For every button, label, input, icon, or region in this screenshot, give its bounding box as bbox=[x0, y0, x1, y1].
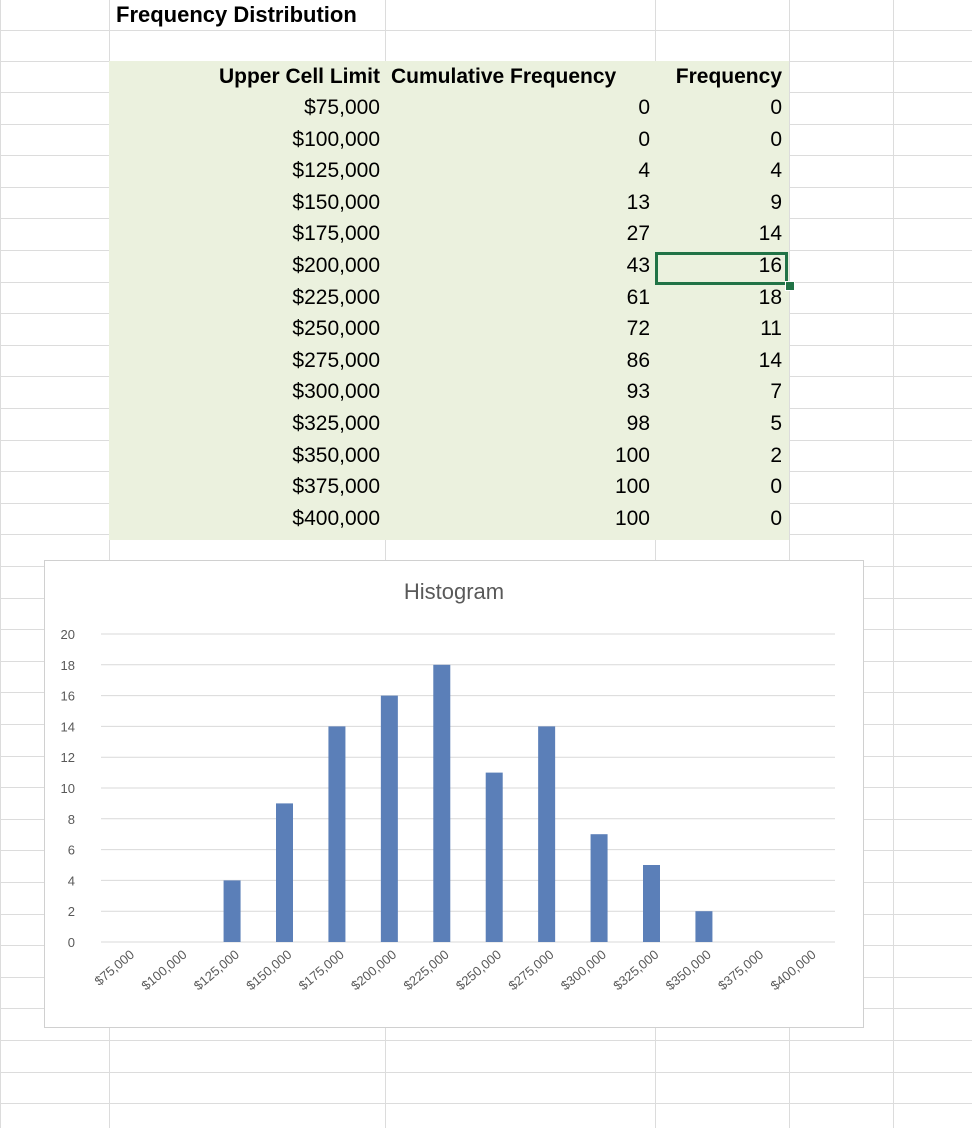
fill-handle[interactable] bbox=[785, 281, 795, 291]
bar[interactable] bbox=[276, 803, 293, 942]
x-tick-label: $400,000 bbox=[767, 946, 819, 994]
cell-cumulative-frequency[interactable]: 93 bbox=[626, 380, 650, 403]
bar[interactable] bbox=[643, 865, 660, 942]
cell-upper-limit[interactable]: $150,000 bbox=[292, 191, 380, 214]
cell-upper-limit[interactable]: $400,000 bbox=[292, 507, 380, 530]
cell-cumulative-frequency[interactable]: 100 bbox=[614, 475, 650, 498]
cell-frequency[interactable]: 14 bbox=[758, 222, 782, 245]
cell-cumulative-frequency[interactable]: 4 bbox=[638, 159, 650, 182]
bar[interactable] bbox=[328, 726, 345, 942]
cell-cumulative-frequency[interactable]: 98 bbox=[626, 412, 650, 435]
cell-cumulative-frequency[interactable]: 86 bbox=[626, 349, 650, 372]
cell-frequency[interactable]: 7 bbox=[770, 380, 782, 403]
x-tick-label: $100,000 bbox=[138, 946, 190, 994]
y-tick-label: 2 bbox=[67, 904, 75, 920]
chart-plot bbox=[45, 561, 865, 1029]
cell-frequency[interactable]: 18 bbox=[758, 286, 782, 309]
cell-frequency[interactable]: 14 bbox=[758, 349, 782, 372]
cell-cumulative-frequency[interactable]: 100 bbox=[614, 444, 650, 467]
x-tick-label: $75,000 bbox=[91, 946, 138, 989]
bar[interactable] bbox=[224, 880, 241, 942]
y-tick-label: 16 bbox=[60, 688, 75, 704]
x-tick-label: $175,000 bbox=[295, 946, 347, 994]
x-tick-label: $200,000 bbox=[348, 946, 400, 994]
cell-frequency[interactable]: 16 bbox=[758, 254, 782, 277]
y-tick-label: 10 bbox=[60, 781, 75, 796]
cell-upper-limit[interactable]: $325,000 bbox=[292, 412, 380, 435]
cell-frequency[interactable]: 5 bbox=[770, 412, 782, 435]
x-tick-label: $150,000 bbox=[243, 946, 295, 994]
cell-upper-limit[interactable]: $250,000 bbox=[292, 317, 380, 340]
x-tick-label: $225,000 bbox=[400, 946, 452, 994]
cell-upper-limit[interactable]: $225,000 bbox=[292, 286, 380, 309]
cell-upper-limit[interactable]: $100,000 bbox=[292, 128, 380, 151]
cell-upper-limit[interactable]: $125,000 bbox=[292, 159, 380, 182]
chart-title: Histogram bbox=[403, 579, 505, 604]
x-tick-label: $350,000 bbox=[662, 946, 714, 994]
cell-upper-limit[interactable]: $350,000 bbox=[292, 444, 380, 467]
x-tick-label: $325,000 bbox=[610, 946, 662, 994]
y-tick-label: 6 bbox=[67, 842, 75, 858]
y-tick-label: 4 bbox=[67, 873, 75, 889]
header-upper-cell-limit[interactable]: Upper Cell Limit bbox=[218, 65, 380, 88]
cell-cumulative-frequency[interactable]: 100 bbox=[614, 507, 650, 530]
cell-upper-limit[interactable]: $175,000 bbox=[292, 222, 380, 245]
cell-frequency[interactable]: 0 bbox=[770, 128, 782, 151]
x-tick-label: $250,000 bbox=[452, 946, 505, 994]
cell-cumulative-frequency[interactable]: 61 bbox=[626, 286, 650, 309]
cell-cumulative-frequency[interactable]: 27 bbox=[626, 222, 650, 245]
cell-upper-limit[interactable]: $200,000 bbox=[292, 254, 380, 277]
cell-cumulative-frequency[interactable]: 72 bbox=[626, 317, 650, 340]
header-frequency[interactable]: Frequency bbox=[675, 65, 782, 88]
frequency-distribution-title[interactable]: Frequency Distribution bbox=[116, 2, 357, 27]
x-tick-label: $125,000 bbox=[190, 946, 242, 994]
bar[interactable] bbox=[381, 696, 398, 942]
cell-frequency[interactable]: 0 bbox=[770, 96, 782, 119]
cell-frequency[interactable]: 4 bbox=[770, 159, 782, 182]
y-tick-label: 8 bbox=[67, 811, 75, 827]
cell-upper-limit[interactable]: $375,000 bbox=[292, 475, 380, 498]
cell-frequency[interactable]: 0 bbox=[770, 475, 782, 498]
x-tick-label: $275,000 bbox=[505, 946, 557, 994]
y-tick-label: 14 bbox=[60, 719, 75, 735]
bar[interactable] bbox=[433, 665, 450, 942]
header-cumulative-frequency[interactable]: Cumulative Frequency bbox=[391, 65, 617, 88]
cell-upper-limit[interactable]: $275,000 bbox=[292, 349, 380, 372]
y-tick-label: 12 bbox=[60, 750, 75, 766]
cell-frequency[interactable]: 9 bbox=[770, 191, 782, 214]
cell-upper-limit[interactable]: $75,000 bbox=[304, 96, 380, 119]
x-tick-label: $300,000 bbox=[557, 946, 609, 994]
bar[interactable] bbox=[486, 773, 503, 942]
histogram-chart[interactable] bbox=[44, 560, 864, 1028]
bar[interactable] bbox=[591, 834, 608, 942]
cell-frequency[interactable]: 0 bbox=[770, 507, 782, 530]
cell-frequency[interactable]: 11 bbox=[760, 317, 782, 340]
bar[interactable] bbox=[538, 726, 555, 942]
cell-cumulative-frequency[interactable]: 13 bbox=[626, 191, 650, 214]
cell-cumulative-frequency[interactable]: 0 bbox=[638, 96, 650, 119]
x-tick-label: $375,000 bbox=[715, 946, 767, 994]
cell-frequency[interactable]: 2 bbox=[770, 444, 782, 467]
y-tick-label: 0 bbox=[67, 935, 75, 950]
y-tick-label: 20 bbox=[60, 627, 75, 642]
cell-upper-limit[interactable]: $300,000 bbox=[292, 380, 380, 403]
cell-cumulative-frequency[interactable]: 0 bbox=[638, 128, 650, 151]
cell-cumulative-frequency[interactable]: 43 bbox=[626, 254, 650, 277]
y-tick-label: 18 bbox=[60, 657, 75, 673]
bar[interactable] bbox=[695, 911, 712, 942]
